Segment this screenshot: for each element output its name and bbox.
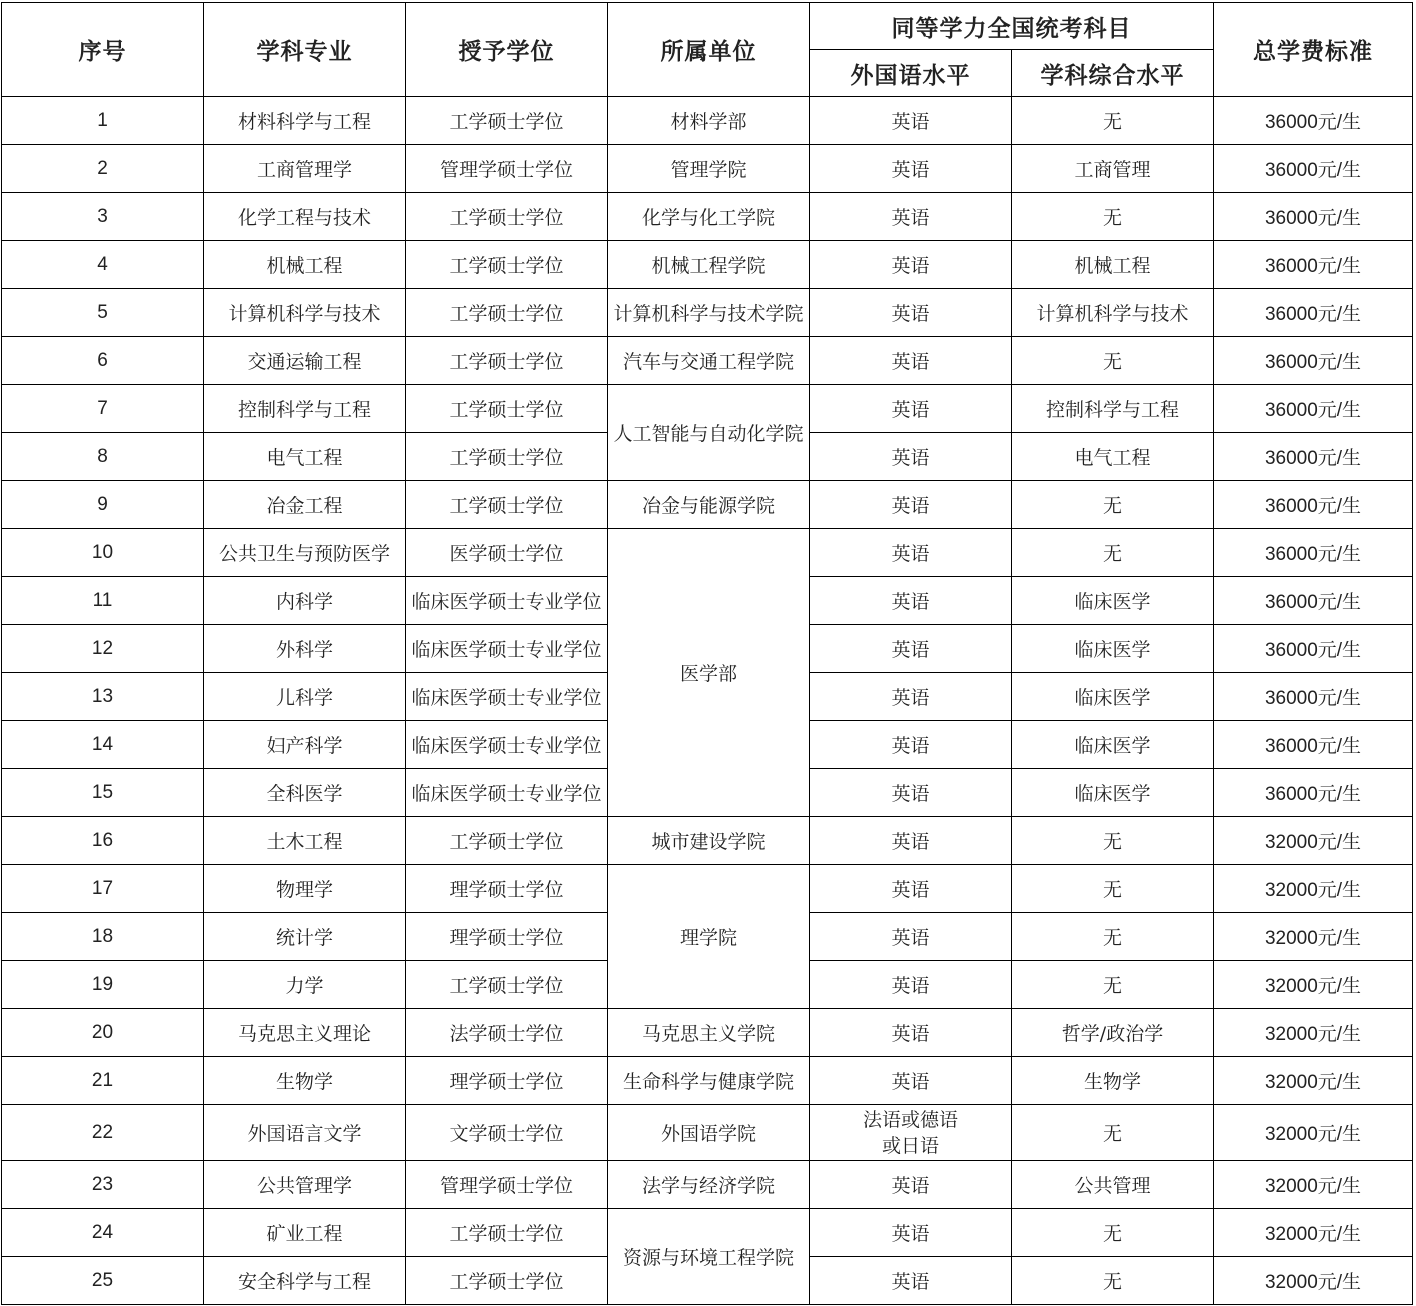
cell-comprehensive: 无 [1012,865,1214,913]
table-row [2,1009,1413,1057]
cell-comprehensive: 无 [1012,481,1214,529]
cell-foreign-lang: 英语 [810,529,1012,577]
cell-foreign-lang: 英语 [810,865,1012,913]
header-unit: 所属单位 [608,3,810,97]
cell-seq: 4 [2,241,204,289]
cell-comprehensive: 无 [1012,529,1214,577]
cell-major: 计算机科学与技术 [204,289,406,337]
cell-seq: 16 [2,817,204,865]
cell-seq: 1 [2,97,204,145]
cell-major: 控制科学与工程 [204,385,406,433]
cell-degree: 工学硕士学位 [406,193,608,241]
cell-unit: 理学院 [608,865,810,1009]
table-row [2,1057,1413,1105]
cell-unit: 材料学部 [608,97,810,145]
cell-degree: 临床医学硕士专业学位 [406,769,608,817]
cell-comprehensive: 无 [1012,1105,1214,1161]
table-row [2,289,1413,337]
header-comprehensive: 学科综合水平 [1012,50,1214,97]
table-row [2,1105,1413,1161]
cell-foreign-lang: 英语 [810,481,1012,529]
cell-foreign-lang: 英语 [810,289,1012,337]
cell-unit: 马克思主义学院 [608,1009,810,1057]
header-exam-group: 同等学力全国统考科目 [810,3,1214,50]
cell-comprehensive: 无 [1012,961,1214,1009]
cell-tuition: 36000元/生 [1214,97,1413,145]
cell-degree: 工学硕士学位 [406,433,608,481]
table-row [2,865,1413,913]
cell-tuition: 36000元/生 [1214,145,1413,193]
table-row [2,1161,1413,1209]
cell-foreign-lang: 英语 [810,385,1012,433]
cell-tuition: 32000元/生 [1214,1161,1413,1209]
cell-foreign-lang: 英语 [810,193,1012,241]
cell-tuition: 32000元/生 [1214,817,1413,865]
cell-seq: 10 [2,529,204,577]
cell-major: 内科学 [204,577,406,625]
cell-major: 安全科学与工程 [204,1257,406,1305]
cell-degree: 工学硕士学位 [406,817,608,865]
header-seq: 序号 [2,3,204,97]
cell-foreign-lang: 英语 [810,1257,1012,1305]
cell-tuition: 36000元/生 [1214,673,1413,721]
cell-foreign-lang: 英语 [810,913,1012,961]
cell-seq: 12 [2,625,204,673]
cell-tuition: 36000元/生 [1214,721,1413,769]
cell-foreign-lang [810,1105,1012,1161]
table-row [2,337,1413,385]
table-row [2,97,1413,145]
cell-major: 材料科学与工程 [204,97,406,145]
cell-tuition: 32000元/生 [1214,1209,1413,1257]
cell-foreign-lang: 英语 [810,1009,1012,1057]
cell-comprehensive: 电气工程 [1012,433,1214,481]
table-row [2,529,1413,577]
cell-foreign-lang: 英语 [810,721,1012,769]
cell-degree: 工学硕士学位 [406,97,608,145]
cell-degree: 工学硕士学位 [406,961,608,1009]
cell-foreign-lang: 英语 [810,961,1012,1009]
cell-degree: 临床医学硕士专业学位 [406,721,608,769]
cell-comprehensive: 临床医学 [1012,721,1214,769]
cell-comprehensive: 生物学 [1012,1057,1214,1105]
cell-seq: 6 [2,337,204,385]
cell-degree: 理学硕士学位 [406,1057,608,1105]
table-header [2,3,1413,97]
cell-major: 妇产科学 [204,721,406,769]
cell-tuition: 36000元/生 [1214,577,1413,625]
cell-seq: 24 [2,1209,204,1257]
cell-seq: 20 [2,1009,204,1057]
cell-unit: 城市建设学院 [608,817,810,865]
tuition-table [1,2,1413,1305]
cell-tuition: 32000元/生 [1214,1009,1413,1057]
cell-major: 全科医学 [204,769,406,817]
cell-comprehensive: 临床医学 [1012,769,1214,817]
cell-degree: 法学硕士学位 [406,1009,608,1057]
cell-tuition: 32000元/生 [1214,913,1413,961]
cell-unit: 人工智能与自动化学院 [608,385,810,481]
cell-major: 电气工程 [204,433,406,481]
cell-tuition: 36000元/生 [1214,529,1413,577]
cell-tuition: 36000元/生 [1214,769,1413,817]
cell-comprehensive: 无 [1012,1209,1214,1257]
cell-unit: 外国语学院 [608,1105,810,1161]
cell-comprehensive: 临床医学 [1012,577,1214,625]
cell-seq: 13 [2,673,204,721]
cell-tuition: 32000元/生 [1214,865,1413,913]
cell-degree: 工学硕士学位 [406,289,608,337]
cell-tuition: 36000元/生 [1214,337,1413,385]
cell-foreign-lang-line2: 或日语 [881,1134,939,1157]
cell-foreign-lang: 英语 [810,625,1012,673]
cell-comprehensive: 计算机科学与技术 [1012,289,1214,337]
cell-seq: 21 [2,1057,204,1105]
cell-unit: 管理学院 [608,145,810,193]
cell-comprehensive: 工商管理 [1012,145,1214,193]
cell-degree: 管理学硕士学位 [406,1161,608,1209]
cell-seq: 22 [2,1105,204,1161]
cell-tuition: 32000元/生 [1214,1057,1413,1105]
cell-unit: 汽车与交通工程学院 [608,337,810,385]
cell-seq: 8 [2,433,204,481]
cell-degree: 临床医学硕士专业学位 [406,577,608,625]
cell-comprehensive: 临床医学 [1012,673,1214,721]
header-foreign-lang: 外国语水平 [810,50,1012,97]
cell-unit: 机械工程学院 [608,241,810,289]
table-row [2,193,1413,241]
cell-comprehensive: 无 [1012,1257,1214,1305]
cell-seq: 7 [2,385,204,433]
cell-foreign-lang: 英语 [810,433,1012,481]
cell-seq: 25 [2,1257,204,1305]
cell-major: 工商管理学 [204,145,406,193]
cell-major: 公共管理学 [204,1161,406,1209]
cell-comprehensive: 无 [1012,337,1214,385]
cell-major: 马克思主义理论 [204,1009,406,1057]
cell-seq: 15 [2,769,204,817]
cell-foreign-lang-line1: 法语或德语 [862,1108,958,1131]
cell-unit: 生命科学与健康学院 [608,1057,810,1105]
cell-comprehensive: 哲学/政治学 [1012,1009,1214,1057]
cell-comprehensive: 公共管理 [1012,1161,1214,1209]
header-major: 学科专业 [204,3,406,97]
cell-tuition: 32000元/生 [1214,961,1413,1009]
cell-tuition: 36000元/生 [1214,385,1413,433]
cell-foreign-lang: 英语 [810,337,1012,385]
cell-foreign-lang: 英语 [810,1209,1012,1257]
cell-tuition: 36000元/生 [1214,241,1413,289]
cell-unit: 资源与环境工程学院 [608,1209,810,1305]
table-row [2,385,1413,433]
cell-tuition: 32000元/生 [1214,1105,1413,1161]
table-row [2,817,1413,865]
cell-unit: 冶金与能源学院 [608,481,810,529]
cell-degree: 工学硕士学位 [406,1209,608,1257]
cell-degree: 管理学硕士学位 [406,145,608,193]
cell-degree: 医学硕士学位 [406,529,608,577]
cell-foreign-lang: 英语 [810,97,1012,145]
cell-unit: 医学部 [608,529,810,817]
cell-comprehensive: 无 [1012,193,1214,241]
cell-degree: 工学硕士学位 [406,241,608,289]
cell-comprehensive: 机械工程 [1012,241,1214,289]
cell-foreign-lang: 英语 [810,769,1012,817]
cell-foreign-lang: 英语 [810,1161,1012,1209]
cell-seq: 11 [2,577,204,625]
cell-major: 化学工程与技术 [204,193,406,241]
cell-major: 矿业工程 [204,1209,406,1257]
cell-foreign-lang: 英语 [810,241,1012,289]
cell-major: 土木工程 [204,817,406,865]
cell-foreign-lang: 英语 [810,577,1012,625]
cell-major: 外科学 [204,625,406,673]
cell-seq: 18 [2,913,204,961]
cell-tuition: 32000元/生 [1214,1257,1413,1305]
cell-unit: 法学与经济学院 [608,1161,810,1209]
table-row [2,481,1413,529]
cell-major: 统计学 [204,913,406,961]
cell-foreign-lang: 英语 [810,817,1012,865]
cell-comprehensive: 无 [1012,817,1214,865]
cell-degree: 工学硕士学位 [406,1257,608,1305]
cell-degree: 工学硕士学位 [406,385,608,433]
cell-foreign-lang: 英语 [810,145,1012,193]
cell-degree: 工学硕士学位 [406,337,608,385]
cell-seq: 17 [2,865,204,913]
cell-seq: 19 [2,961,204,1009]
cell-degree: 临床医学硕士专业学位 [406,673,608,721]
cell-major: 机械工程 [204,241,406,289]
table-row [2,241,1413,289]
cell-tuition: 36000元/生 [1214,625,1413,673]
cell-comprehensive: 控制科学与工程 [1012,385,1214,433]
cell-comprehensive: 临床医学 [1012,625,1214,673]
cell-major: 交通运输工程 [204,337,406,385]
cell-unit: 计算机科学与技术学院 [608,289,810,337]
cell-tuition: 36000元/生 [1214,433,1413,481]
cell-seq: 5 [2,289,204,337]
cell-tuition: 36000元/生 [1214,289,1413,337]
cell-tuition: 36000元/生 [1214,481,1413,529]
cell-foreign-lang: 英语 [810,1057,1012,1105]
cell-seq: 2 [2,145,204,193]
cell-seq: 23 [2,1161,204,1209]
cell-seq: 3 [2,193,204,241]
cell-degree: 理学硕士学位 [406,865,608,913]
cell-seq: 9 [2,481,204,529]
cell-degree: 工学硕士学位 [406,481,608,529]
cell-major: 生物学 [204,1057,406,1105]
cell-major: 公共卫生与预防医学 [204,529,406,577]
cell-foreign-lang: 英语 [810,673,1012,721]
cell-major: 物理学 [204,865,406,913]
header-degree: 授予学位 [406,3,608,97]
cell-major: 冶金工程 [204,481,406,529]
cell-major: 儿科学 [204,673,406,721]
table-body [2,97,1413,1305]
cell-comprehensive: 无 [1012,97,1214,145]
table-row [2,1209,1413,1257]
table-row [2,145,1413,193]
cell-major: 外国语言文学 [204,1105,406,1161]
cell-degree: 临床医学硕士专业学位 [406,625,608,673]
cell-tuition: 36000元/生 [1214,193,1413,241]
cell-unit: 化学与化工学院 [608,193,810,241]
cell-comprehensive: 无 [1012,913,1214,961]
cell-seq: 14 [2,721,204,769]
cell-major: 力学 [204,961,406,1009]
cell-degree: 理学硕士学位 [406,913,608,961]
cell-degree: 文学硕士学位 [406,1105,608,1161]
header-tuition: 总学费标准 [1214,3,1413,97]
